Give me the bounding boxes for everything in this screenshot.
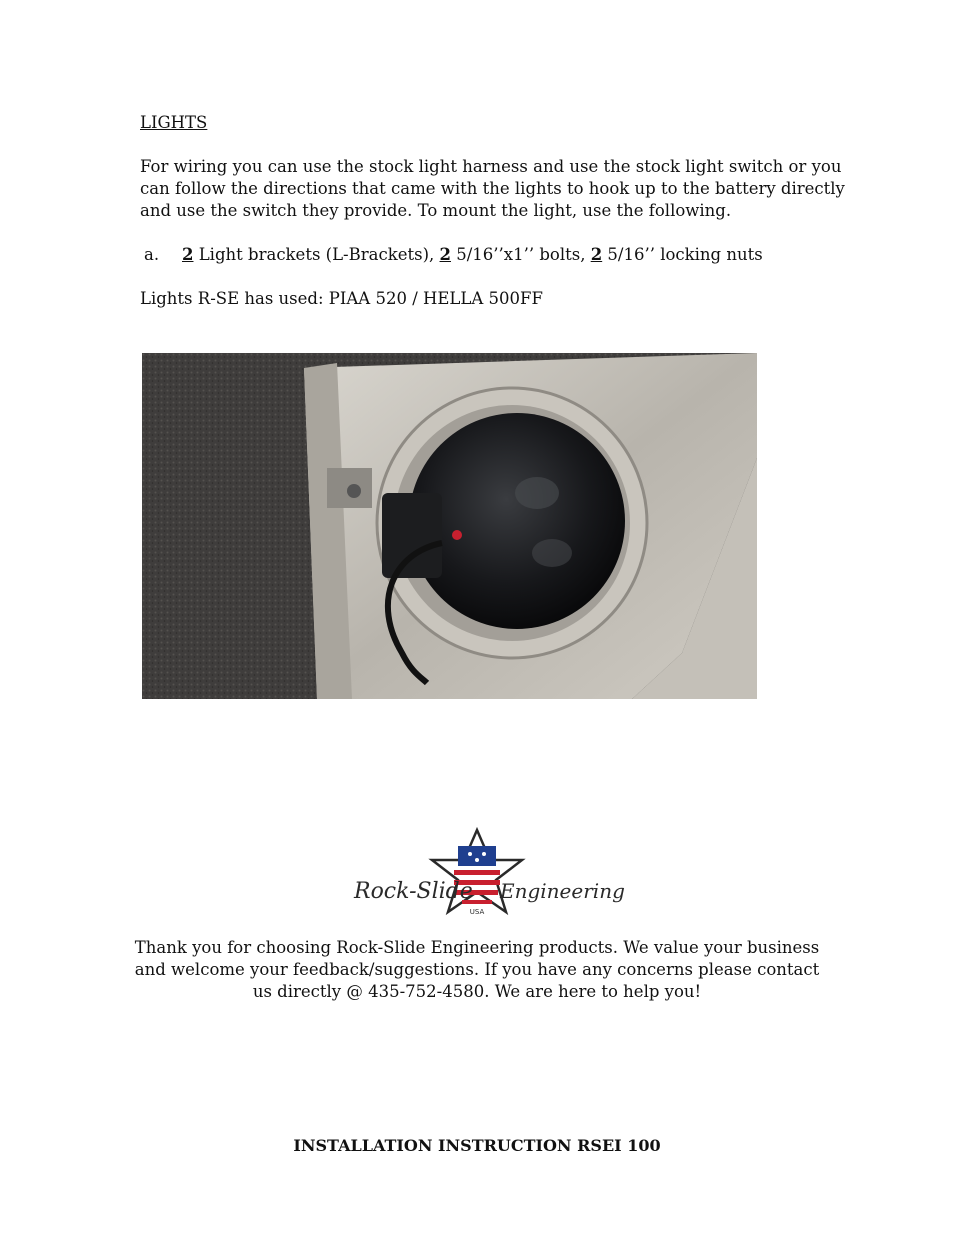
part-brackets: Light brackets (L-Brackets), xyxy=(193,245,440,264)
document-footer: INSTALLATION INSTRUCTION RSEI 100 xyxy=(293,1136,661,1155)
thanks-line: Thank you for choosing Rock-Slide Engineering products. We value your business xyxy=(134,938,820,957)
light-mount-illustration xyxy=(142,353,757,699)
thanks-line: and welcome your feedback/suggestions. If you have any concerns please contact xyxy=(134,960,820,979)
logo-left-text: Rock-Slide xyxy=(354,879,473,904)
thanks-line: us directly @ 435-752-4580. We are here to help you! xyxy=(252,982,702,1001)
logo-right-text: Engineering xyxy=(500,879,625,903)
light-mount-photo xyxy=(142,353,757,699)
rock-slide-logo xyxy=(350,826,625,918)
part-nuts: 5/16’’ locking nuts xyxy=(602,245,763,264)
logo-badge-text: USA xyxy=(469,908,485,916)
list-marker: a. xyxy=(144,245,160,264)
section-heading: LIGHTS xyxy=(140,113,208,132)
paragraph-line: can follow the directions that came with the lights to hook up to the battery directly xyxy=(140,179,845,198)
thank-you-message xyxy=(120,937,834,1003)
quantity-brackets: 2 xyxy=(182,245,194,264)
part-bolts: 5/16’’x1’’ bolts, xyxy=(451,245,591,264)
wiring-paragraph xyxy=(140,156,845,222)
logo-graphic xyxy=(350,826,625,918)
lights-used-text: Lights R-SE has used: PIAA 520 / HELLA 500FF xyxy=(140,289,543,308)
paragraph-line: For wiring you can use the stock light harness and use the stock light switch or you xyxy=(140,157,842,176)
quantity-bolts: 2 xyxy=(439,245,451,264)
parts-list-item xyxy=(144,244,763,266)
paragraph-line: and use the switch they provide. To mount the light, use the following. xyxy=(140,201,732,220)
quantity-nuts: 2 xyxy=(590,245,603,264)
